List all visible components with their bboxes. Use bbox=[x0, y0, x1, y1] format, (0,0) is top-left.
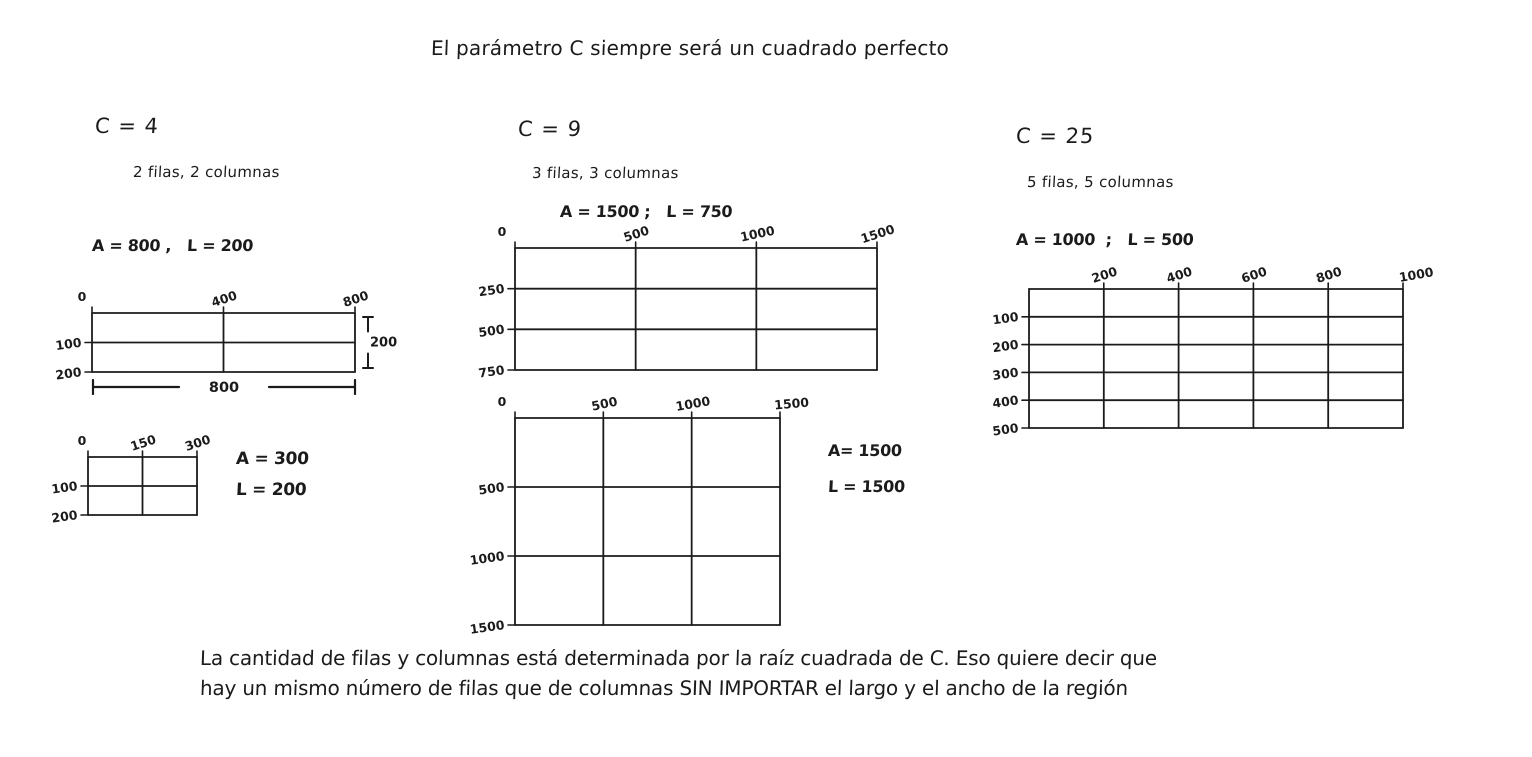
svg-text:500: 500 bbox=[621, 222, 651, 245]
svg-text:0: 0 bbox=[497, 394, 507, 409]
footer-explanation-line2: hay un mismo número de filas que de columnas SIN IMPORTAR el largo y el ancho de la región bbox=[199, 676, 1129, 700]
c25-main-grid bbox=[975, 255, 1455, 440]
svg-text:200: 200 bbox=[370, 335, 398, 351]
svg-text:1000: 1000 bbox=[738, 222, 776, 245]
c4-main-grid bbox=[40, 278, 425, 408]
svg-text:100: 100 bbox=[991, 308, 1020, 328]
svg-text:1500: 1500 bbox=[773, 394, 810, 413]
c4-params-label: A = 800 , L = 200 bbox=[91, 236, 254, 255]
c9-rows-cols-label: 3 filas, 3 columnas bbox=[531, 164, 680, 182]
svg-text:500: 500 bbox=[477, 479, 506, 498]
svg-text:800: 800 bbox=[1314, 263, 1344, 286]
c25-equation-label: C = 25 bbox=[1015, 124, 1096, 148]
footer-explanation-line1: La cantidad de filas y columnas está determinada por la raíz cuadrada de C. Eso quiere decir que bbox=[199, 646, 1158, 670]
c4-small-grid bbox=[50, 425, 300, 525]
svg-text:1500: 1500 bbox=[858, 221, 897, 247]
c4-rows-cols-label: 2 filas, 2 columnas bbox=[132, 163, 281, 181]
c9-square-grid bbox=[455, 385, 810, 635]
svg-text:500: 500 bbox=[477, 321, 506, 340]
svg-text:250: 250 bbox=[477, 280, 506, 300]
svg-text:1000: 1000 bbox=[468, 548, 506, 568]
svg-text:400: 400 bbox=[209, 287, 239, 310]
svg-text:0: 0 bbox=[497, 224, 507, 239]
c9-square-length-label: L = 1500 bbox=[827, 477, 906, 496]
svg-text:1500: 1500 bbox=[468, 617, 506, 637]
svg-text:1000: 1000 bbox=[674, 393, 712, 414]
svg-text:400: 400 bbox=[1164, 263, 1194, 286]
svg-text:100: 100 bbox=[50, 478, 79, 497]
svg-text:100: 100 bbox=[54, 334, 83, 354]
c9-params-label: A = 1500 ; L = 750 bbox=[559, 202, 733, 221]
c9-main-grid bbox=[460, 215, 910, 380]
svg-text:300: 300 bbox=[991, 364, 1020, 384]
svg-text:200: 200 bbox=[1089, 263, 1120, 286]
c25-rows-cols-label: 5 filas, 5 columnas bbox=[1026, 173, 1175, 191]
svg-text:1000: 1000 bbox=[1397, 264, 1435, 285]
c4-small-length-label: L = 200 bbox=[235, 480, 307, 500]
c25-params-label: A = 1000 ; L = 500 bbox=[1015, 230, 1195, 249]
svg-text:500: 500 bbox=[590, 393, 619, 414]
c4-equation-label: C = 4 bbox=[94, 114, 160, 138]
svg-text:600: 600 bbox=[1239, 263, 1269, 286]
svg-text:200: 200 bbox=[54, 364, 83, 383]
svg-text:400: 400 bbox=[991, 392, 1020, 411]
svg-text:300: 300 bbox=[182, 431, 213, 454]
svg-text:200: 200 bbox=[991, 336, 1020, 356]
c4-small-area-label: A = 300 bbox=[235, 449, 310, 469]
svg-text:0: 0 bbox=[77, 289, 87, 304]
svg-text:0: 0 bbox=[77, 433, 87, 448]
svg-text:500: 500 bbox=[991, 420, 1020, 439]
svg-text:200: 200 bbox=[50, 507, 79, 526]
svg-text:750: 750 bbox=[477, 362, 506, 381]
svg-text:150: 150 bbox=[128, 431, 158, 454]
page-title: El parámetro C siempre será un cuadrado perfecto bbox=[430, 36, 950, 60]
c9-square-area-label: A= 1500 bbox=[827, 441, 903, 460]
svg-text:800: 800 bbox=[208, 380, 240, 396]
c9-equation-label: C = 9 bbox=[517, 117, 583, 141]
svg-text:800: 800 bbox=[340, 287, 371, 310]
